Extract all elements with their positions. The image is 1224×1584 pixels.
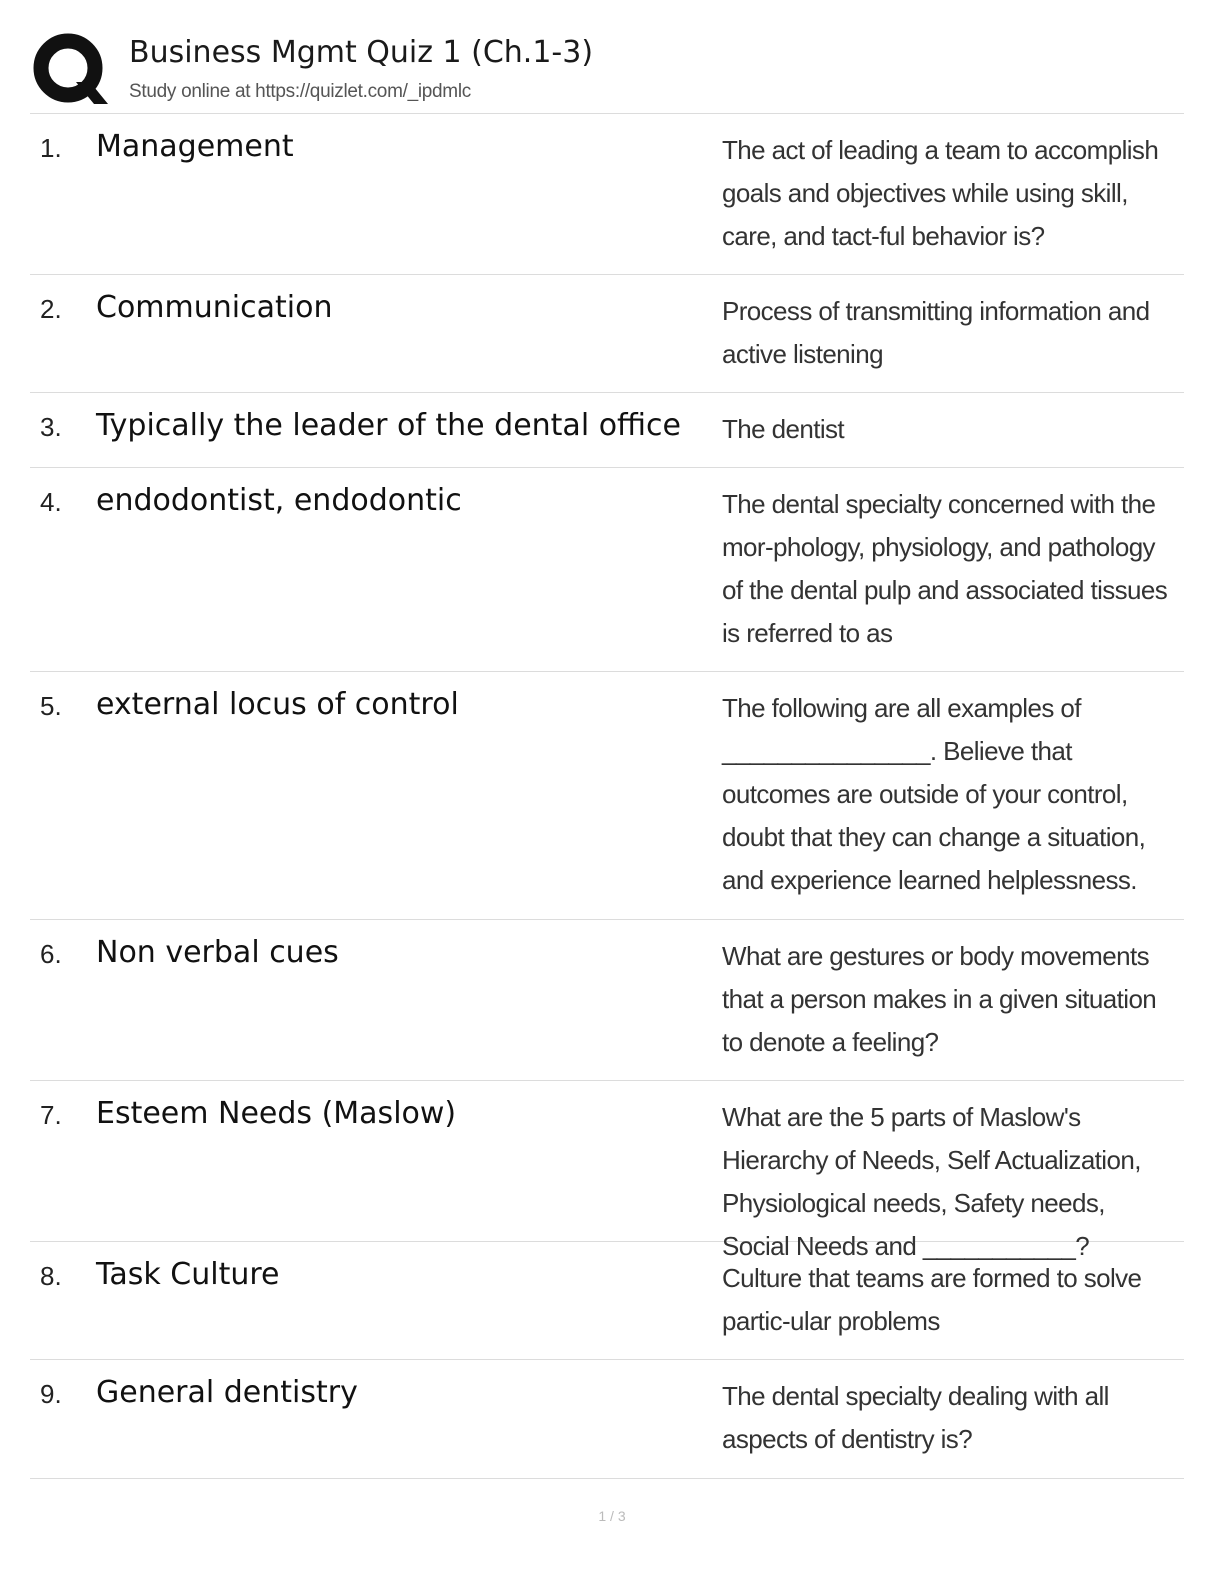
card-definition: The dental specialty concerned with the mor-phology, physiology, and pathology of the dental pulp and associated tissues is referred to as — [722, 489, 1168, 648]
card-definition: What are gestures or body movements that a person makes in a given situation to denote a feeling? — [722, 941, 1157, 1057]
card-number: 2. — [40, 294, 62, 324]
card-row — [30, 1081, 1184, 1261]
card-row — [30, 393, 1184, 468]
card-definition: The dental specialty dealing with all aspects of dentistry is? — [722, 1381, 1109, 1454]
card-row — [30, 114, 1184, 275]
card-number: 3. — [40, 412, 62, 442]
card-definition: What are the 5 parts of Maslow's Hierarchy of Needs, Self Actualization, Physiological needs, Safety needs, Social Needs and ___________? — [722, 1102, 1141, 1261]
card-definition: The dentist — [722, 414, 845, 444]
card-definition: Process of transmitting information and active listening — [722, 296, 1150, 369]
card-number: 7. — [40, 1100, 62, 1130]
card-row — [30, 1360, 1184, 1479]
page-subtitle: Study online at https://quizlet.com/_ipdmlc — [129, 81, 471, 102]
card-row — [30, 468, 1184, 672]
card-term: Non verbal cues — [96, 935, 339, 970]
card-number: 8. — [40, 1261, 62, 1291]
card-number: 1. — [40, 133, 62, 163]
card-number: 6. — [40, 939, 62, 969]
card-number: 4. — [40, 487, 62, 517]
card-term: Communication — [96, 290, 333, 325]
page-title: Business Mgmt Quiz 1 (Ch.1-3) — [129, 35, 594, 70]
card-number: 5. — [40, 691, 62, 721]
card-term: external locus of control — [96, 687, 459, 722]
card-row — [30, 920, 1184, 1081]
card-term: General dentistry — [96, 1375, 358, 1410]
card-row — [30, 275, 1184, 393]
card-row — [30, 672, 1184, 920]
flashcard-list — [30, 114, 1184, 1479]
quizlet-logo-icon — [32, 32, 108, 108]
card-term: endodontist, endodontic — [96, 483, 462, 518]
card-definition: The following are all examples of _______________. Believe that outcomes are outside of your control, doubt that they can change a situation, and experience learned helplessness. — [722, 693, 1146, 895]
card-term: Typically the leader of the dental office — [96, 408, 681, 443]
page-header — [30, 30, 1184, 114]
page-number: 1 / 3 — [598, 1508, 626, 1524]
card-definition: The act of leading a team to accomplish goals and objectives while using skill, care, and tact-ful behavior is? — [722, 135, 1159, 251]
card-term: Management — [96, 129, 294, 164]
card-number: 9. — [40, 1379, 62, 1409]
card-definition: Culture that teams are formed to solve partic-ular problems — [722, 1263, 1142, 1336]
card-term: Esteem Needs (Maslow) — [96, 1096, 457, 1131]
card-term: Task Culture — [96, 1257, 280, 1292]
card-row — [30, 1242, 1184, 1360]
